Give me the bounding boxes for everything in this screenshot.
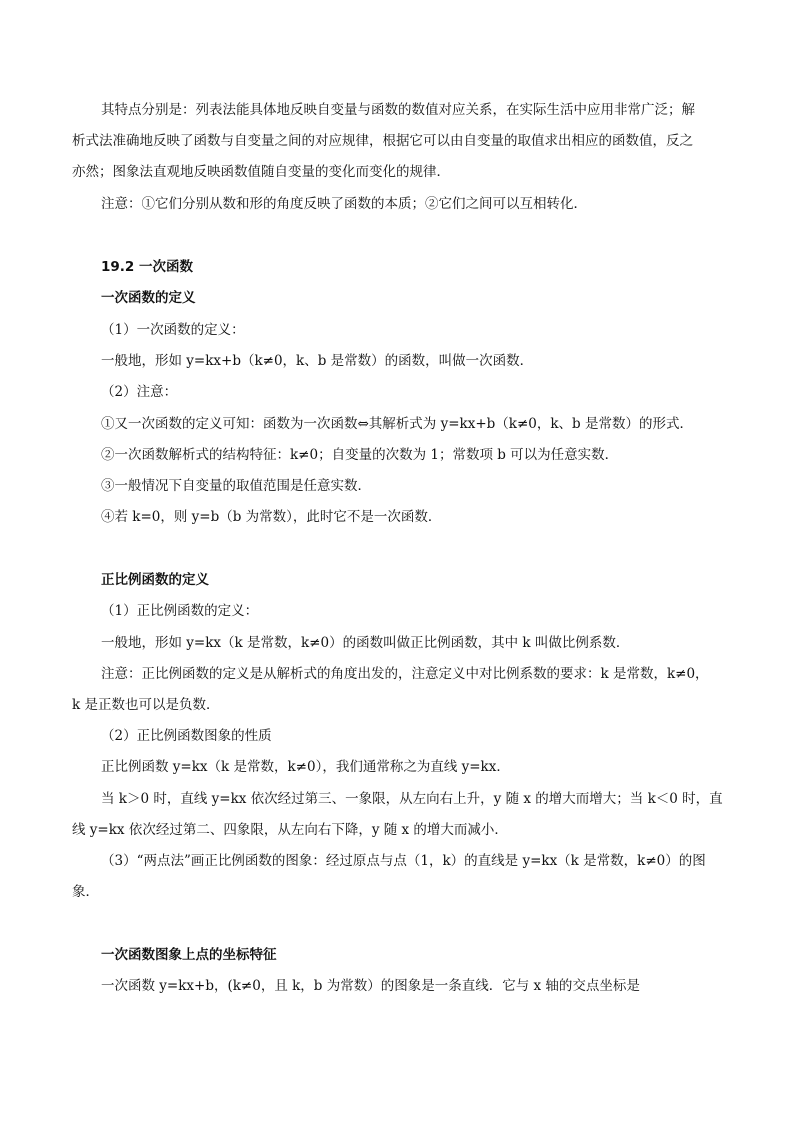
intro-line-1: 其特点分别是：列表法能具体地反映自变量与函数的数值对应关系，在实际生活中应用非常广泛；解 — [101, 102, 695, 118]
proportional-item-1-label: （1）正比例函数的定义： — [101, 603, 259, 619]
proportional-item-1-text: 一般地，形如 y=kx（k 是常数，k≠0）的函数叫做正比例函数，其中 k 叫做比例系数． — [101, 635, 630, 651]
coordinate-features-text: 一次函数 y=kx+b，(k≠0，且 k，b 为常数）的图象是一条直线．它与 x 轴的交点坐标是 — [101, 978, 640, 994]
proportional-note-line-1: 注意：正比例函数的定义是从解析式的角度出发的，注意定义中对比例系数的要求：k 是常数，k≠0， — [101, 666, 709, 682]
linear-def-item-2-label: （2）注意： — [101, 384, 178, 400]
linear-note-1: ①又一次函数的定义可知：函数为一次函数⇔其解析式为 y=kx+b（k≠0，k、b 是常数）的形式． — [101, 416, 693, 432]
linear-note-4: ④若 k=0，则 y=b（b 为常数），此时它不是一次函数． — [101, 509, 442, 525]
proportional-note-line-2: k 是正数也可以是负数． — [72, 697, 220, 713]
proportional-property-line-1: 当 k＞0 时，直线 y=kx 依次经过第三、一象限，从左向右上升，y 随 x 的增大而增大；当 k＜0 时，直 — [101, 791, 723, 807]
linear-note-3: ③一般情况下自变量的取值范围是任意实数． — [101, 478, 371, 494]
linear-function-definition-heading: 一次函数的定义 — [101, 290, 196, 306]
proportional-property-line-2: 线 y=kx 依次经过第二、四象限，从左向右下降，y 随 x 的增大而减小． — [72, 822, 508, 838]
intro-note: 注意：①它们分别从数和形的角度反映了函数的本质；②它们之间可以互相转化． — [101, 196, 587, 212]
proportional-item-2-label: （2）正比例函数图象的性质 — [101, 728, 272, 744]
linear-note-2: ②一次函数解析式的结构特征：k≠0；自变量的次数为 1；常数项 b 可以为任意实数． — [101, 447, 619, 463]
proportional-item-3-line-2: 象． — [72, 884, 99, 900]
intro-line-3: 亦然；图象法直观地反映函数值随自变量的变化而变化的规律． — [72, 164, 450, 180]
proportional-function-heading: 正比例函数的定义 — [101, 572, 209, 588]
linear-def-item-1-text: 一般地，形如 y=kx+b（k≠0，k、b 是常数）的函数，叫做一次函数． — [101, 353, 534, 369]
coordinate-features-heading: 一次函数图象上点的坐标特征 — [101, 947, 277, 963]
linear-def-item-1-label: （1）一次函数的定义： — [101, 322, 245, 338]
section-title: 19.2 一次函数 — [101, 259, 194, 275]
intro-line-2: 析式法准确地反映了函数与自变量之间的对应规律，根据它可以由自变量的取值求出相应的函数值，反之 — [72, 133, 693, 149]
proportional-item-2-text: 正比例函数 y=kx（k 是常数，k≠0），我们通常称之为直线 y=kx． — [101, 759, 510, 775]
proportional-item-3-line-1: （3）“两点法”画正比例函数的图象：经过原点与点（1，k）的直线是 y=kx（k 是常数，k≠0）的图 — [101, 853, 706, 869]
